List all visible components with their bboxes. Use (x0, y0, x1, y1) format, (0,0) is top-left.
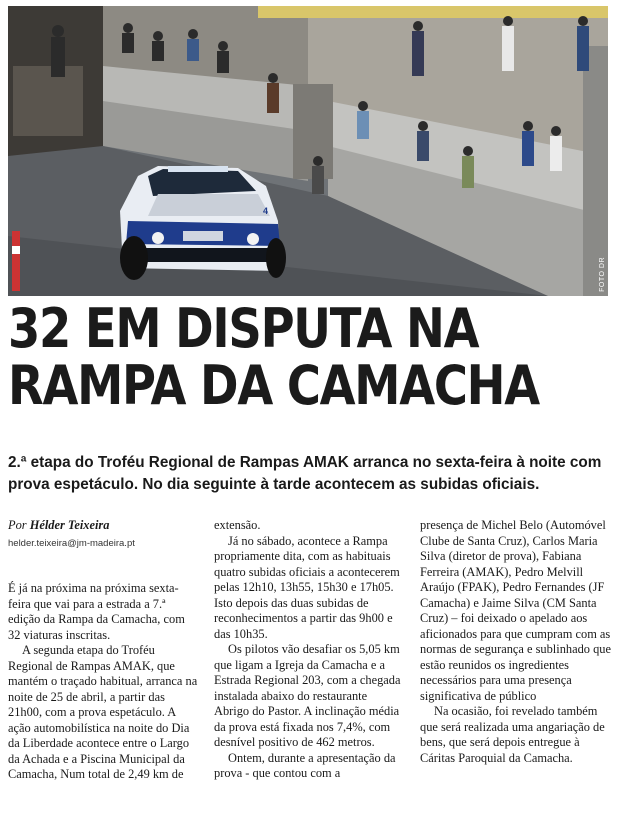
column-1 (8, 518, 198, 783)
headline-line-2: RAMPA DA CAMACHA (8, 354, 539, 417)
photo-credit: FOTO DR (599, 257, 606, 292)
paragraph: A segunda etapa do Troféu Regional de Rampas AMAK, que mantém o traçado habitual, arranca na noite de 25 de abril, a partir das 21h00, com a prova espetáculo. A ação automobilística na noite do Dia da Liberdade acontece entre o Largo da Achada e a Piscina Municipal da Camacha, Num total de 2,49 km de (8, 643, 198, 781)
author-email[interactable]: helder.teixeira@jm-madeira.pt (8, 537, 135, 549)
author-name: Hélder Teixeira (29, 518, 110, 532)
byline (8, 518, 198, 534)
rally-car (120, 166, 286, 280)
paragraph: Os pilotos vão desafiar os 5,05 km que ligam a Igreja da Camacha e a Estrada Regional 203, com a chegada instalada abaixo do restaurante Abrigo do Pastor. A inclinação média da prova está fixada nos 7,4%, com desnível positivo de 462 metros. (214, 642, 401, 749)
article-photo (8, 6, 608, 296)
paragraph: Ontem, durante a apresentação da prova - que contou com a (214, 750, 396, 780)
rally-car-photo (8, 6, 608, 296)
paragraph: Já no sábado, acontece a Rampa propriamente dita, com as habituais quatro subidas oficiais a acontecerem pelas 12h10, 13h55, 15h30 e 17h05. Isto depois das duas subidas de reconhecimentos a partir das 9h00 e das 10h35. (214, 533, 400, 641)
paragraph: Na ocasião, foi revelado também que será realizada uma angariação de bens, que será depois entregue à Cáritas Paroquial da Camacha. (420, 704, 605, 765)
car-number: 4 (263, 206, 269, 216)
byline-prefix: Por (8, 518, 27, 532)
lead-paragraph: 2.ª etapa do Troféu Regional de Rampas AMAK arranca no sexta-feira à noite com prova espetáculo. No dia seguinte à tarde acontecem as subidas oficiais. (8, 454, 602, 493)
column-3 (420, 518, 613, 766)
column-2 (214, 518, 404, 782)
headline-line-1: 32 EM DISPUTA NA (8, 297, 479, 360)
paragraph: É já na próxima na próxima sexta-feira que vai para a estrada a 7.ª edição da Rampa da Camacha, com 32 viaturas inscritas. (8, 581, 185, 642)
headline (8, 297, 539, 417)
paragraph: extensão. (214, 518, 261, 532)
paragraph: presença de Michel Belo (Automóvel Clube de Santa Cruz), Carlos Maria Silva (diretor de prova), Fabiana Ferreira (AMAK), Pedro Melvill Araújo (FPAK), Pedro Fernandes (JF Camacha) e Jaime Silva (CM Santa Cruz) – foi deixado o apelado aos aficionados para que cumpram com as normas de segurança e sublinhado que estão reunidos os ingredientes necessários para uma presença significativa de público (420, 518, 611, 703)
